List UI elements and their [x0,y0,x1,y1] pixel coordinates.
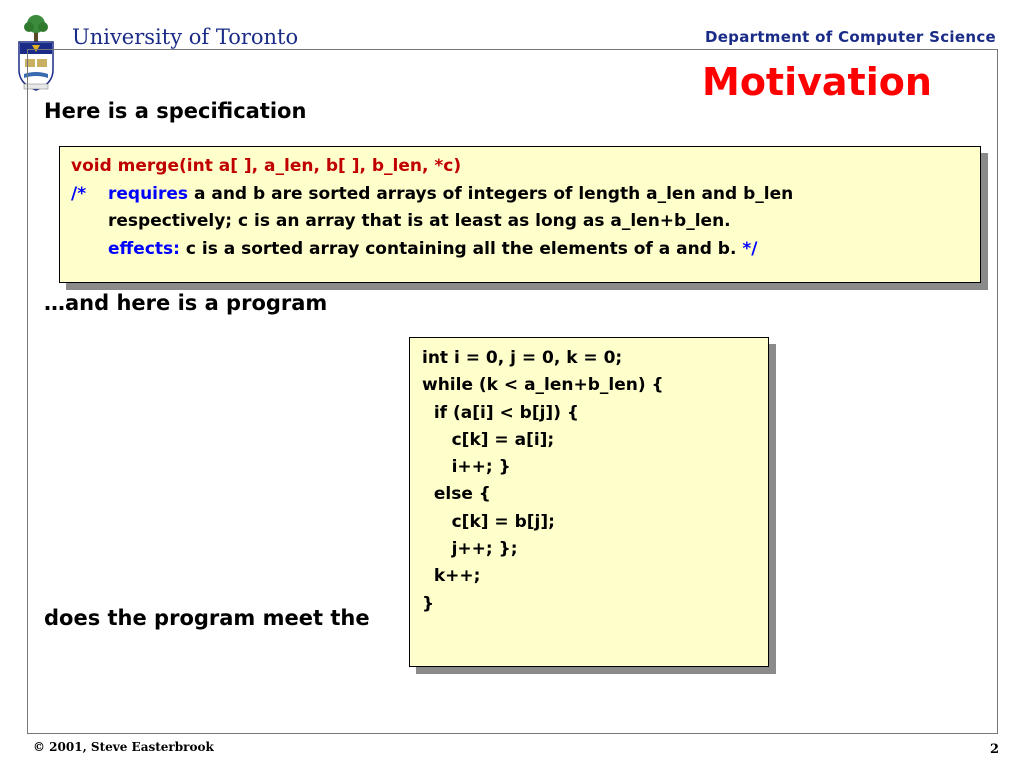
requires-text: a and b are sorted arrays of integers of length a_len and b_len [188,183,794,204]
effects-text: c is a sorted array containing all the elements of a and b. [179,238,743,259]
code-line: i++; } [422,457,511,478]
spec-requires-cont [71,208,980,236]
code-line: j++; }; [422,539,518,560]
code-line: int i = 0, j = 0, k = 0; [422,348,623,368]
footer-copyright: © 2001, Steve Easterbrook [33,740,214,754]
spec-requires-line [71,181,980,209]
bullet-program: …and here is a program [44,291,328,315]
bullet-specification: Here is a specification [44,99,307,123]
university-name: University of Toronto [72,25,299,49]
spec-effects-line [71,236,980,264]
comment-open: /* [71,183,87,204]
comment-close: */ [742,238,758,259]
slide-title: Motivation [702,60,932,104]
effects-keyword: effects: [108,238,180,259]
code-line: while (k < a_len+b_len) { [422,375,664,396]
bullet-question: does the program meet the [44,606,370,630]
spec-signature: void merge(int a[ ], a_len, b[ ], b_len, *c) [71,156,462,176]
spec-code-box [59,146,981,283]
code-line: k++; [422,566,481,587]
page-number: 2 [990,742,1000,757]
program-code-box [409,337,769,667]
code-line: if (a[i] < b[j]) { [422,402,579,423]
code-line: } [422,593,435,614]
code-line: else { [422,484,491,505]
code-line: c[k] = b[j]; [422,511,555,532]
department-name: Department of Computer Science [704,28,996,46]
requires-keyword: requires [108,183,189,204]
requires-cont-text: respectively; c is an array that is at least as long as a_len+b_len. [108,211,731,231]
code-line: c[k] = a[i]; [422,429,555,450]
